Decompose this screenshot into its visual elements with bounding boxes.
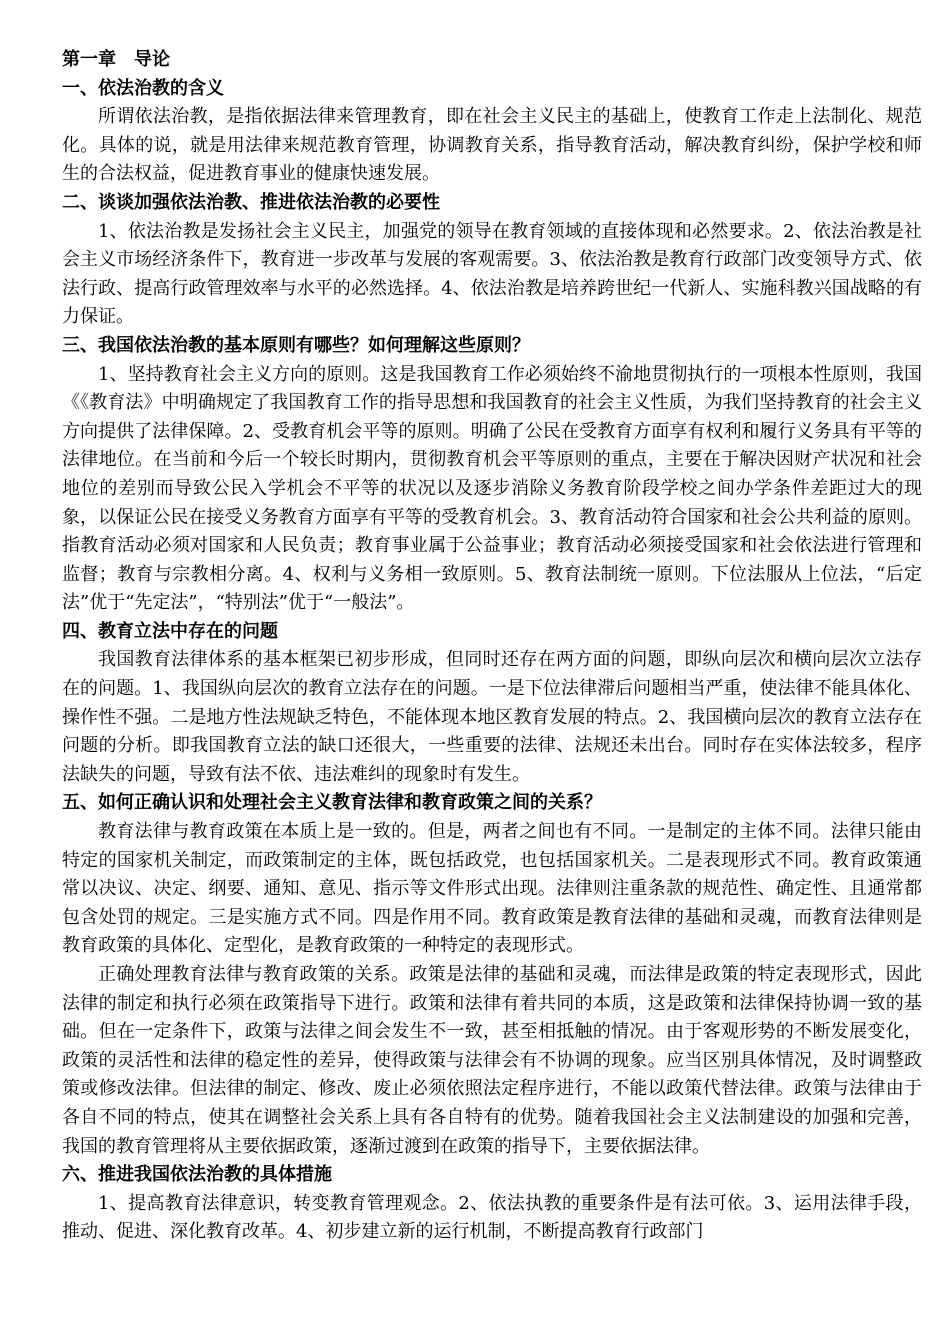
section-heading-4: 四、教育立法中存在的问题	[62, 620, 278, 642]
section-3-paragraph-1: 1、坚持教育社会主义方向的原则。这是我国教育工作必须始终不渝地贯彻执行的一项根本性原则，我国《《教育法》中明确规定了我国教育工作的指导思想和我国教育的社会主义性质，为我们坚持教育的社会主义方向提供了法律保障。2、受教育机会平等的原则。明确了公民在受教育方面享有权利和履行义务具有平等的法律地位。在当前和今后一个较长时期内，贯彻教育机会平等原则的重点，主要在于解决因财产状况和社会地位的差别而导致公民入学机会不平等的状况以及逐步消除义务教育阶段学校之间办学条件差距过大的现象，以保证公民在接受义务教育方面享有平等的受教育机会。3、教育活动符合国家和社会公共利益的原则。指教育活动必须对国家和人民负责；教育事业属于公益事业；教育活动必须接受国家和社会依法进行管理和监督；教育与宗教相分离。4、权利与义务相一致原则。5、教育法制统一原则。下位法服从上位法，“后定法”优于“先定法”，“特别法”优于“一般法”。	[62, 363, 922, 614]
document-page	[62, 46, 922, 1247]
section-heading-6: 六、推进我国依法治教的具体措施	[62, 1164, 332, 1186]
section-4-paragraph-1: 我国教育法律体系的基本框架已初步形成，但同时还存在两方面的问题，即纵向层次和横向层次立法存在的问题。1、我国纵向层次的教育立法存在的问题。一是下位法律滞后问题相当严重，使法律不能具体化、操作性不强。二是地方性法规缺乏特色，不能体现本地区教育发展的特点。2、我国横向层次的教育立法存在问题的分析。即我国教育立法的缺口还很大，一些重要的法律、法规还未出台。同时存在实体法较多，程序法缺失的问题，导致有法不依、违法难纠的现象时有发生。	[62, 649, 922, 785]
section-heading-5: 五、如何正确认识和处理社会主义教育法律和教育政策之间的关系？	[62, 792, 602, 814]
section-heading-1: 一、依法治教的含义	[62, 77, 224, 99]
section-heading-3: 三、我国依法治教的基本原则有哪些？如何理解这些原则？	[62, 334, 530, 356]
chapter-title: 第一章 导论	[62, 49, 170, 70]
section-6-paragraph-1: 1、提高教育法律意识，转变教育管理观念。2、依法执教的重要条件是有法可依。3、运用法律手段，推动、促进、深化教育改革。4、初步建立新的运行机制，不断提高教育行政部门	[62, 1192, 922, 1243]
section-2-paragraph-1: 1、依法治教是发扬社会主义民主，加强党的领导在教育领域的直接体现和必然要求。2、依法治教是社会主义市场经济条件下，教育进一步改革与发展的客观需要。3、依法治教是教育行政部门改变领导方式、依法行政、提高行政管理效率与水平的必然选择。4、依法治教是培养跨世纪一代新人、实施科教兴国战略的有力保证。	[62, 220, 922, 328]
section-1-paragraph-1: 所谓依法治教，是指依据法律来管理教育，即在社会主义民主的基础上，使教育工作走上法制化、规范化。具体的说，就是用法律来规范教育管理，协调教育关系，指导教育活动，解决教育纠纷，保护学校和师生的合法权益，促进教育事业的健康快速发展。	[62, 106, 922, 185]
section-5-paragraph-1: 教育法律与教育政策在本质上是一致的。但是，两者之间也有不同。一是制定的主体不同。法律只能由特定的国家机关制定，而政策制定的主体，既包括政党，也包括国家机关。二是表现形式不同。教育政策通常以决议、决定、纲要、通知、意见、指示等文件形式出现。法律则注重条款的规范性、确定性、且通常都包含处罚的规定。三是实施方式不同。四是作用不同。教育政策是教育法律的基础和灵魂，而教育法律则是教育政策的具体化、定型化，是教育政策的一种特定的表现形式。	[62, 821, 922, 957]
section-5-paragraph-2: 正确处理教育法律与教育政策的关系。政策是法律的基础和灵魂，而法律是政策的特定表现形式，因此法律的制定和执行必须在政策指导下进行。政策和法律有着共同的本质，这是政策和法律保持协调一致的基础。但在一定条件下，政策与法律之间会发生不一致，甚至相抵触的情况。由于客观形势的不断发展变化，政策的灵活性和法律的稳定性的差异，使得政策与法律会有不协调的现象。应当区别具体情况，及时调整政策或修改法律。但法律的制定、修改、废止必须依照法定程序进行，不能以政策代替法律。政策与法律由于各自不同的特点，使其在调整社会关系上具有各自特有的优势。随着我国社会主义法制建设的加强和完善，我国的教育管理将从主要依据政策，逐渐过渡到在政策的指导下，主要依据法律。	[62, 964, 922, 1157]
section-heading-2: 二、谈谈加强依法治教、推进依法治教的必要性	[62, 191, 440, 213]
